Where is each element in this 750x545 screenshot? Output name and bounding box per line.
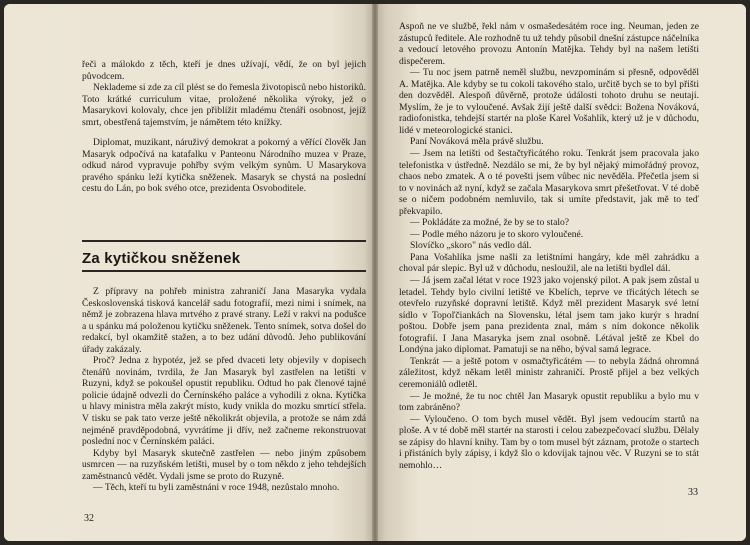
paragraph: Neklademe si zde za cíl plést se do řemesla životopisců nebo historiků. Toto krátké curriculum vitae, proložené několika výroky, jež o Masarykovi kolovaly, chce jen přiblížit mladému čtenáři osobnost, jejíž smrt, obestřená tajemstvím, je námětem této knížky. bbox=[82, 82, 366, 128]
right-page bbox=[375, 4, 746, 541]
page-number-right: 33 bbox=[688, 487, 698, 498]
paragraph: — Pokládáte za možné, že by se to stalo? bbox=[410, 217, 570, 229]
left-page bbox=[4, 4, 375, 541]
intro-text bbox=[82, 59, 366, 195]
section-rule-bottom bbox=[82, 270, 366, 272]
page-number-left: 32 bbox=[84, 513, 94, 524]
paragraph: Diplomat, muzikant, náruživý demokrat a pokorný a věřící člověk Jan Masaryk odpočívá na katafalku v Panteonu Národního muzea v Praze, odkud národ vypravuje pohřby svým velkým synům. U Masarykova pravého spánku leží kytička sněženek. Masaryk se chystá na poslední cestu do Lán, po bok svého otce, prezidenta Osvoboditele. bbox=[82, 137, 366, 195]
paragraph: Z přípravy na pohřeb ministra zahraničí Jana Masaryka vydala Československá tisková kancelář sadu fotografií, mezi nimi i snímek, na němž je zobrazena hlava mrtvého z pravé strany. Leží v rakvi na podušce a u spánku má položenou kytičku sněženek. Tento snímek, sotva došel do redakcí, byl okamžitě stažen, a to bez udání důvodů. Jeho publikování úřady zakázaly. bbox=[82, 286, 366, 355]
section-rule-top bbox=[82, 240, 366, 242]
paragraph: Paní Nováková měla právě službu. bbox=[410, 136, 544, 148]
paragraph: Aspoň ne ve službě, řekl nám v osmašedesátém roce ing. Neuman, jeden ze zástupců ředitele. Ale rozhodně tu už tehdy působil dnešní zástupce náčelníka a vedoucí letového provozu Antonín Matějka. Tehdy byl na našem letišti dispečerem. bbox=[399, 21, 699, 67]
paragraph: Pana Vošahlíka jsme našli za letištními hangáry, kde měl zahrádku a choval pár slepic. Byl už v důchodu, nesloužil, ale na letišti bydlel dál. bbox=[399, 251, 699, 275]
paragraph: — Tu noc jsem patrně neměl službu, nevzpomínám si přesně, odpověděl A. Matějka. Ale kdyby se tu cokoli takového stalo, určitě bych se to byl přišti den dozvěděl. Alespoň důvěrně, protože údálosti tohoto druhu se neutají. Myslím, že je to vyloučené. Avšak žijí ještě další svědci: Božena Nováková, radiofonistka, tehdejší startér na ploše Karel Vošahlík, který už je v důchodu, lidé v meteorologické stanici. bbox=[399, 67, 699, 136]
book-gutter bbox=[372, 4, 378, 541]
paragraph: — Jsem na letišti od šestačtyřicátého roku. Tenkrát jsem pracovala jako telefonistka v ústředně. Nezdálo se mi, že by byl nějaký mimořádný provoz, chaos nebo zmatek. A o té povešti jsem vůbec nic nevěděla. Přečetla jsem si to v novinách až nyní, když se začala Masarykova smrt přešetřovat. V té době se o ničem podobném nemluvilo, tak si umíte představit, jak mě to teď překvapilo. bbox=[399, 148, 699, 217]
paragraph: Proč? Jedna z hypotéz, jež se před dvaceti lety objevily v dopisech čtenářů novinám, tvrdila, že Jan Masaryk byl zastřelen na letišti v Ruzyni, když se pokoušel opustit republiku. Odtud ho pak členové tajné policie údajně odvezli do Černínského paláce a vyhodili z okna. Kytička u hlavy ministra měla zakrýt místo, kudy vnikla do mozku smrtící střela. V tisku se pak tato verze ještě několikrát objevila, a protože se nám zdá nejméně pravděpodobná, vyvrátíme ji dřív, než začneme rekonstruovat poslední noc v Černínském paláci. bbox=[82, 355, 366, 448]
paragraph: — Já jsem začal létat v roce 1923 jako vojenský pilot. A pak jsem zůstal u letadel. Tehdy bylo civilní letiště ve Kbelích, teprve ve třicátých létech se otevřelo ruzyňské dopravní letiště. Když měl prezident Masaryk své letní sídlo v Topoľčiankách na Slovensku, létal jsem tam jako kurýr s hradní poštou. Dobře jsem pana prezidenta znal, mám s ním dokonce několik fotografií. I Jana Masaryka jsem znal osobně. Létával ještě ze Kbel do Londýna jako diplomat. Pamatuji se na něho, býval samá legrace. bbox=[399, 275, 699, 356]
paragraph: — Podle mého názoru je to skoro vyloučené. bbox=[410, 228, 584, 240]
paragraph: — Vyloučeno. O tom bych musel vědět. Byl jsem vedoucím startů na ploše. A v té době měl startér na starosti i celou zabezpečovací službu. Dělaly se zápisy do hlavní knihy. Tam by o tom musel být záznam, protože o startech i přistáních byly zápisy, i když šlo o kdovíjak tajnou věc. V Ruzyni se to stát nemohlo… bbox=[399, 413, 699, 471]
paragraph: řeči a málokdo z těch, kteří je dnes užívají, vědí, že on byl jejich původcem. bbox=[82, 59, 366, 82]
right-text bbox=[399, 21, 699, 471]
section-text bbox=[82, 286, 366, 494]
paragraph: — Těch, kteří tu byli zaměstnáni v roce 1948, nezůstalo mnoho. bbox=[93, 482, 340, 494]
open-book bbox=[4, 4, 746, 541]
section-heading: Za kytičkou sněženek bbox=[82, 250, 241, 267]
paragraph: Tenkrát — a ještě potom v osmačtyřicátém — to nebyla žádná ohromná záležitost, když někam letěl ministr zahraničí. Prostě přijel a bez velkých ceremoniálů odletěl. bbox=[399, 355, 699, 390]
paragraph: — Je možné, že tu noc chtěl Jan Masaryk opustit republiku a bylo mu v tom zabráněno? bbox=[399, 390, 699, 414]
paragraph: Kdyby byl Masaryk skutečně zastřelen — nebo jiným způsobem usmrcen — na ruzyňském letišti, musel by o tom někdo z jeho tehdejších zaměstnanců vědět. Vydali jsme se proto do Ruzyně. bbox=[82, 447, 366, 482]
paragraph: Slovíčko „skoro" nás vedlo dál. bbox=[410, 240, 532, 252]
